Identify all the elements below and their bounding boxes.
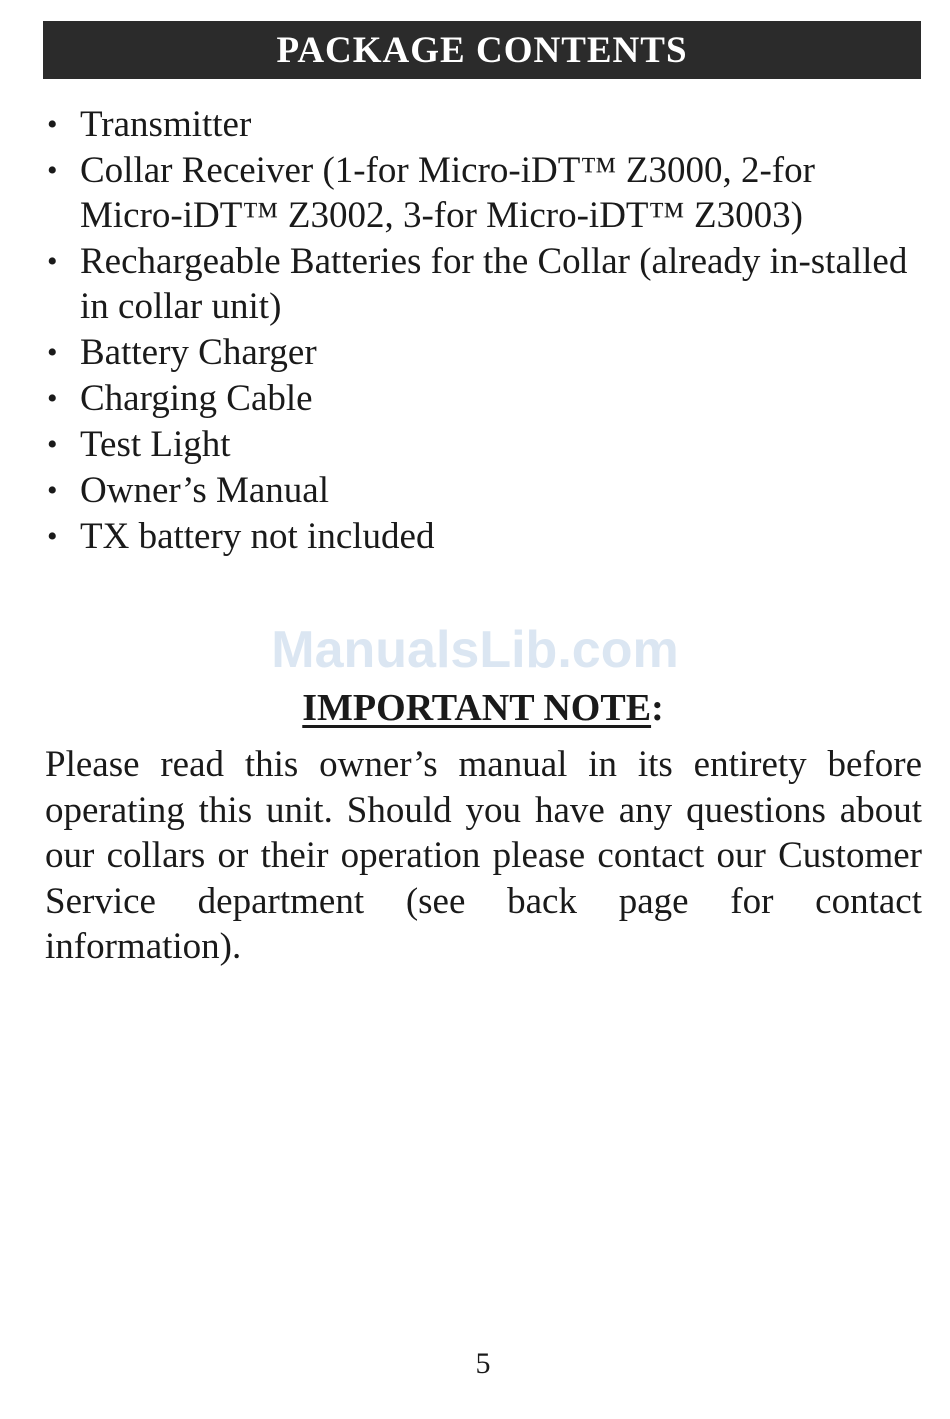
list-item xyxy=(43,102,923,147)
section-title: PACKAGE CONTENTS xyxy=(276,29,688,71)
list-item xyxy=(43,148,923,238)
bullet-icon: • xyxy=(47,336,58,369)
important-note-body: Please read this owner’s manual in its entirety before operating this unit. Should you have any questions about our collars or their operation please contact our Customer Service department (see back page for contact information). xyxy=(45,744,922,967)
watermark-text: ManualsLib.com xyxy=(271,621,679,679)
list-item-label: Charging Cable xyxy=(80,378,313,419)
bullet-icon: • xyxy=(47,154,58,187)
list-item xyxy=(43,239,923,329)
important-note-heading xyxy=(0,688,950,730)
list-item-label: Battery Charger xyxy=(80,332,317,373)
bullet-icon: • xyxy=(47,108,58,141)
list-item-label: Collar Receiver (1-for Micro-iDT™ Z3000, 2-for Micro-iDT™ Z3002, 3-for Micro-iDT™ Z3003) xyxy=(80,150,815,236)
bullet-icon: • xyxy=(47,382,58,415)
bullet-icon: • xyxy=(47,474,58,507)
list-item xyxy=(43,376,923,421)
package-contents-list xyxy=(43,102,923,560)
list-item xyxy=(43,514,923,559)
list-item-label: Transmitter xyxy=(80,104,252,145)
list-item xyxy=(43,422,923,467)
note-heading-colon: : xyxy=(651,687,664,729)
note-heading-text: IMPORTANT NOTE xyxy=(302,687,652,729)
page-number: 5 xyxy=(475,1347,491,1380)
bullet-icon: • xyxy=(47,245,58,278)
list-item-label: Owner’s Manual xyxy=(80,470,330,511)
list-item-label: Test Light xyxy=(80,424,231,465)
bullet-icon: • xyxy=(47,520,58,553)
list-item-label: Rechargeable Batteries for the Collar (already in-stalled in collar unit) xyxy=(80,241,908,327)
list-item-label: TX battery not included xyxy=(80,516,435,557)
list-item xyxy=(43,468,923,513)
list-item xyxy=(43,330,923,375)
section-header-bar xyxy=(43,21,921,79)
bullet-icon: • xyxy=(47,428,58,461)
